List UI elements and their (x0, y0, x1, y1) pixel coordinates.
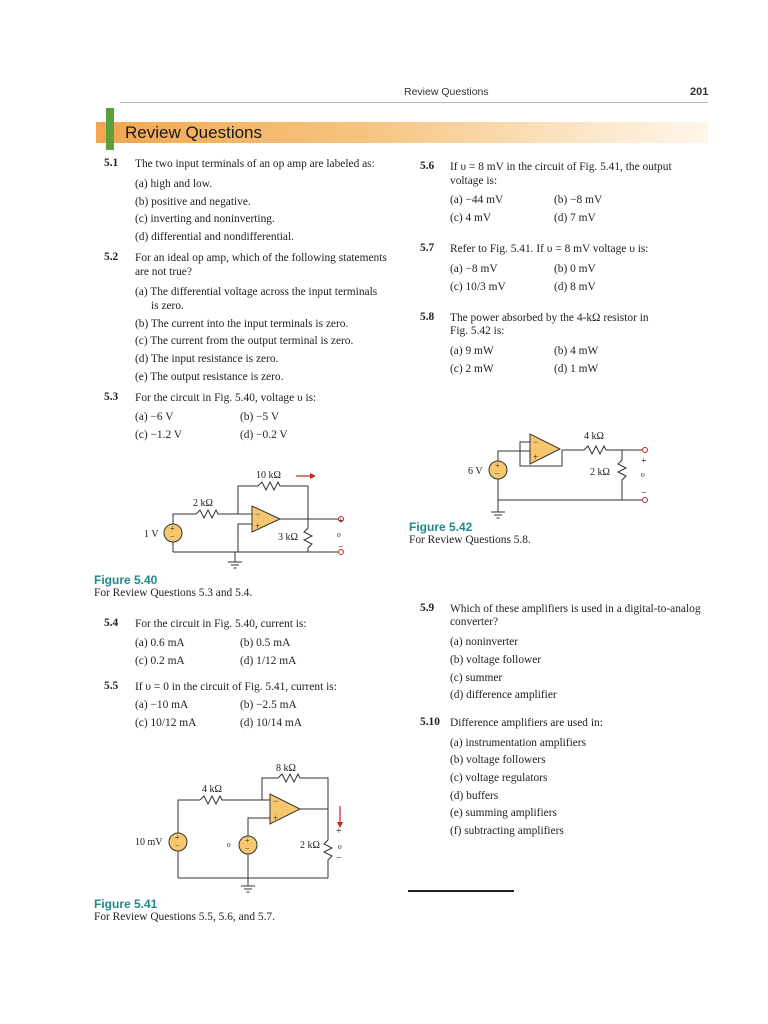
option: (c) 4 mV (450, 212, 492, 224)
option: (d) The input resistance is zero. (135, 353, 279, 365)
question-text-line-1: If υ = 8 mV in the circuit of Fig. 5.41, the output (450, 161, 672, 173)
option: (a) high and low. (135, 178, 213, 190)
option: (b) −2.5 mA (240, 699, 297, 711)
question-text: Difference amplifiers are used in: (450, 717, 603, 729)
figure-5-40-circuit (130, 462, 360, 574)
option: (d) 10/14 mA (240, 717, 303, 729)
option-continuation: is zero. (151, 300, 184, 312)
output-minus: − (338, 542, 344, 553)
svg-text:+: + (533, 452, 539, 462)
source-v-label: υ (227, 840, 231, 849)
option: (d) −0.2 V (240, 429, 288, 441)
option: (d) difference amplifier (450, 689, 557, 701)
question-number: 5.5 (104, 680, 119, 692)
option: (b) −5 V (240, 411, 280, 423)
output-v-label: υ (337, 530, 341, 539)
option: (b) 4 mW (554, 345, 599, 357)
label-8k: 8 kΩ (276, 763, 296, 774)
svg-text:+: + (245, 836, 250, 845)
question-number: 5.3 (104, 391, 119, 403)
output-v-label: υ (338, 842, 342, 851)
label-2k: 2 kΩ (193, 498, 213, 509)
option: (f) subtracting amplifiers (450, 825, 564, 837)
question-text: For the circuit in Fig. 5.40, current is: (135, 618, 307, 630)
figure-5-42-label: Figure 5.42 (409, 520, 473, 534)
label-2k: 2 kΩ (300, 840, 320, 851)
option: (a) −6 V (135, 411, 174, 423)
question-number: 5.6 (420, 160, 435, 172)
option: (a) −8 mV (450, 263, 498, 275)
footer-rule (408, 890, 514, 892)
option: (a) The differential voltage across the input terminals (135, 286, 378, 298)
option: (a) instrumentation amplifiers (450, 737, 587, 749)
svg-text:−: − (170, 532, 175, 541)
label-2k: 2 kΩ (590, 467, 610, 478)
label-4k: 4 kΩ (202, 784, 222, 795)
label-1v: 1 V (144, 529, 159, 540)
option: (d) 8 mV (554, 281, 596, 293)
option: (b) voltage follower (450, 654, 542, 666)
output-minus: − (641, 488, 647, 499)
svg-text:−: − (495, 469, 500, 478)
question-text-line-1: The power absorbed by the 4-kΩ resistor in (450, 312, 649, 324)
label-6v: 6 V (468, 466, 483, 477)
label-10k: 10 kΩ (256, 470, 281, 481)
option: (a) −44 mV (450, 194, 504, 206)
option: (b) The current into the input terminals is zero. (135, 318, 349, 330)
question-text-line-2: voltage is: (450, 175, 498, 187)
option: (c) voltage regulators (450, 772, 548, 784)
figure-5-41-circuit (130, 758, 360, 898)
figure-5-42-circuit (462, 424, 662, 524)
label-4k: 4 kΩ (584, 431, 604, 442)
question-number: 5.4 (104, 617, 119, 629)
section-accent-bar (106, 108, 114, 150)
option: (a) 9 mW (450, 345, 494, 357)
running-head: Review Questions (404, 86, 489, 98)
figure-5-40-caption: For Review Questions 5.3 and 5.4. (94, 587, 253, 599)
label-10mv: 10 mV (135, 837, 163, 848)
option: (b) 0.5 mA (240, 637, 291, 649)
question-text: For the circuit in Fig. 5.40, voltage υ is: (135, 392, 317, 404)
option: (d) 7 mV (554, 212, 596, 224)
option: (c) The current from the output terminal is zero. (135, 335, 354, 347)
svg-text:−: − (245, 844, 250, 853)
question-text: Refer to Fig. 5.41. If υ = 8 mV voltage υ is: (450, 243, 649, 255)
option: (a) noninverter (450, 636, 518, 648)
question-text-line-1: For an ideal op amp, which of the following statements (135, 252, 387, 264)
option: (b) positive and negative. (135, 196, 251, 208)
label-3k: 3 kΩ (278, 532, 298, 543)
option: (c) 10/12 mA (135, 717, 197, 729)
svg-text:+: + (170, 524, 175, 533)
option: (e) summing amplifiers (450, 807, 557, 819)
option: (c) inverting and noninverting. (135, 213, 275, 225)
question-text-line-1: Which of these amplifiers is used in a digital-to-analog (450, 603, 701, 615)
option: (a) −10 mA (135, 699, 189, 711)
output-v-label: υ (641, 470, 645, 479)
option: (d) differential and nondifferential. (135, 231, 294, 243)
figure-5-41-label: Figure 5.41 (94, 897, 158, 911)
option: (d) 1/12 mA (240, 655, 297, 667)
question-number: 5.9 (420, 602, 435, 614)
output-minus: − (336, 853, 342, 864)
page-number: 201 (690, 86, 709, 98)
option: (c) 0.2 mA (135, 655, 185, 667)
output-plus: + (641, 456, 647, 467)
svg-text:+: + (495, 461, 500, 470)
figure-5-40-label: Figure 5.40 (94, 573, 158, 587)
question-number: 5.8 (420, 311, 435, 323)
option: (e) The output resistance is zero. (135, 371, 284, 383)
svg-text:+: + (175, 833, 180, 842)
option: (d) 1 mW (554, 363, 599, 375)
svg-text:+: + (273, 813, 279, 823)
question-text: The two input terminals of an op amp are labeled as: (135, 158, 375, 170)
question-text: If υ = 0 in the circuit of Fig. 5.41, current is: (135, 681, 337, 693)
option: (c) summer (450, 672, 503, 684)
svg-text:−: − (533, 437, 539, 447)
option: (c) 10/3 mV (450, 281, 506, 293)
option: (a) 0.6 mA (135, 637, 185, 649)
option: (b) 0 mV (554, 263, 596, 275)
question-text-line-2: converter? (450, 616, 499, 628)
question-number: 5.7 (420, 242, 435, 254)
svg-text:−: − (175, 841, 180, 850)
output-plus: + (336, 826, 342, 837)
option: (b) voltage followers (450, 754, 546, 766)
figure-5-41-caption: For Review Questions 5.5, 5.6, and 5.7. (94, 911, 275, 923)
option: (c) 2 mW (450, 363, 494, 375)
question-text-line-2: are not true? (135, 266, 192, 278)
question-number: 5.1 (104, 157, 119, 169)
svg-text:+: + (255, 521, 261, 531)
svg-text:−: − (255, 509, 261, 519)
figure-5-42-caption: For Review Questions 5.8. (409, 534, 531, 546)
header-rule (120, 102, 708, 103)
output-plus: + (338, 516, 344, 527)
option: (d) buffers (450, 790, 499, 802)
option: (c) −1.2 V (135, 429, 183, 441)
question-number: 5.2 (104, 251, 119, 263)
option: (b) −8 mV (554, 194, 603, 206)
svg-text:−: − (273, 796, 279, 806)
section-title: Review Questions (125, 123, 263, 142)
question-number: 5.10 (420, 716, 440, 728)
question-text-line-2: Fig. 5.42 is: (450, 325, 505, 337)
